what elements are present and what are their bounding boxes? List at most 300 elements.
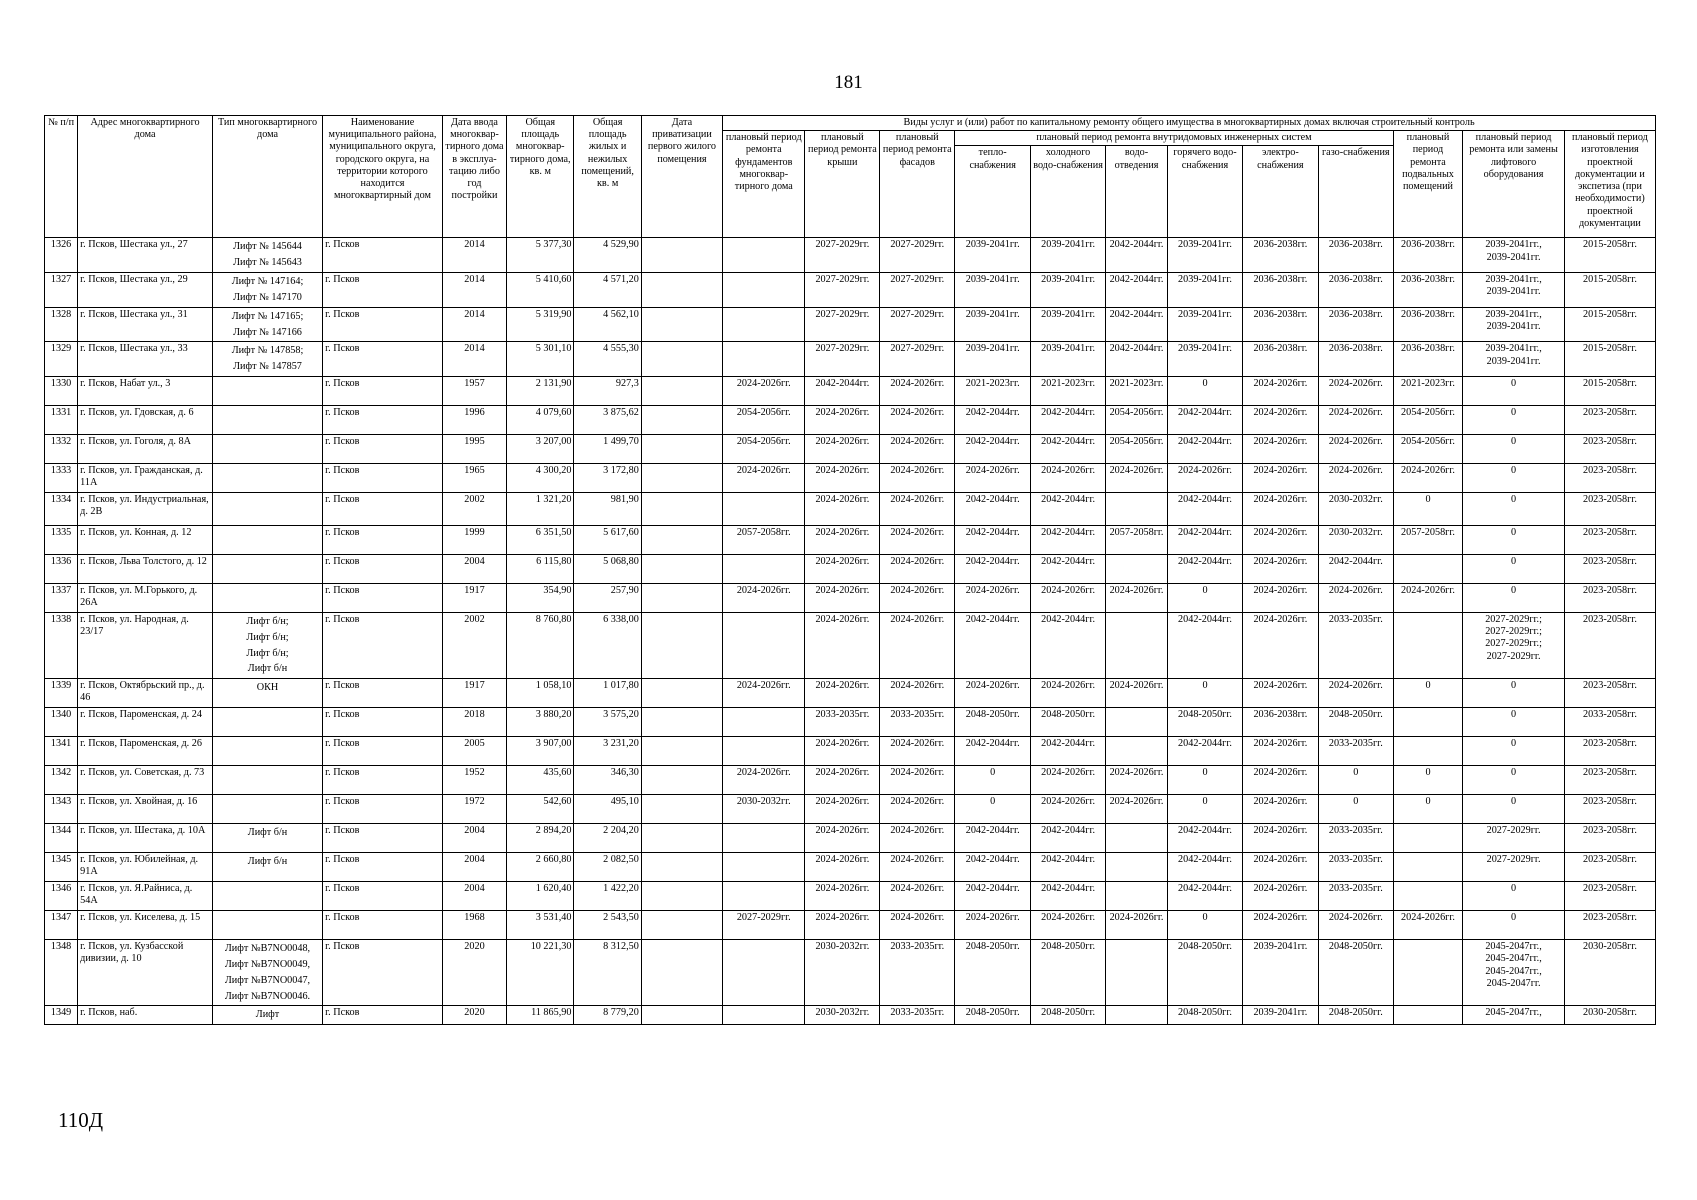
privatization-cell <box>641 376 722 405</box>
total-area-cell: 4 079,60 <box>507 405 574 434</box>
lift-period-entry: 0 <box>1511 555 1517 567</box>
total-area-cell: 8 760,80 <box>507 612 574 678</box>
lift-period-entry: 2039-2041гг., <box>1485 343 1542 355</box>
gas-cell: 2030-2032гг. <box>1318 525 1393 554</box>
lift-entry: Лифт <box>255 1009 280 1021</box>
lift-period-entry: 2045-2047гг., <box>1485 1007 1542 1019</box>
municipality-cell: г. Псков <box>323 853 443 882</box>
row-number: 1342 <box>45 766 78 795</box>
cold-water-cell: 2024-2026гг. <box>1031 463 1106 492</box>
roof-cell: 2024-2026гг. <box>805 853 880 882</box>
lift-cell <box>1463 405 1565 434</box>
foundation-cell <box>723 554 805 583</box>
living-area-cell: 3 172,80 <box>574 463 641 492</box>
table-row <box>45 307 1656 342</box>
lift-period-entry: 0 <box>1511 464 1517 476</box>
sewer-cell: 2021-2023гг. <box>1106 376 1168 405</box>
address-cell: г. Псков, ул. Советская, д. 73 <box>78 766 213 795</box>
year-cell: 2002 <box>442 612 506 678</box>
lift-period-entry: 0 <box>1511 493 1517 505</box>
address-cell: г. Псков, Шестака ул., 29 <box>78 273 213 308</box>
roof-cell: 2027-2029гг. <box>805 238 880 273</box>
foundation-cell <box>723 853 805 882</box>
house-type-cell <box>212 273 322 308</box>
hot-water-cell: 2048-2050гг. <box>1168 708 1243 737</box>
year-cell: 2002 <box>442 492 506 525</box>
house-type-cell <box>212 882 322 911</box>
row-number: 1329 <box>45 342 78 377</box>
row-number: 1349 <box>45 1006 78 1025</box>
privatization-cell <box>641 238 722 273</box>
electric-cell: 2036-2038гг. <box>1242 307 1318 342</box>
address-cell: г. Псков, ул. М.Горького, д. 26А <box>78 583 213 612</box>
municipality-cell: г. Псков <box>323 273 443 308</box>
gas-cell: 2033-2035гг. <box>1318 824 1393 853</box>
house-type-cell <box>212 434 322 463</box>
cold-water-cell: 2048-2050гг. <box>1031 1006 1106 1025</box>
hot-water-cell: 2024-2026гг. <box>1168 463 1243 492</box>
lift-period-entry: 2027-2029гг.; <box>1485 626 1542 638</box>
table-row <box>45 911 1656 940</box>
year-cell: 1995 <box>442 434 506 463</box>
heat-cell: 2042-2044гг. <box>955 824 1031 853</box>
row-number: 1328 <box>45 307 78 342</box>
roof-cell: 2027-2029гг. <box>805 342 880 377</box>
project-docs-cell: 2023-2058гг. <box>1564 554 1655 583</box>
electric-cell: 2024-2026гг. <box>1242 525 1318 554</box>
electric-cell: 2024-2026гг. <box>1242 795 1318 824</box>
project-docs-cell: 2015-2058гг. <box>1564 342 1655 377</box>
basement-cell <box>1393 940 1463 1006</box>
hot-water-cell: 2042-2044гг. <box>1168 554 1243 583</box>
lift-entry: ОКН <box>256 682 279 694</box>
heat-cell: 2042-2044гг. <box>955 434 1031 463</box>
gas-cell: 2036-2038гг. <box>1318 307 1393 342</box>
address-cell: г. Псков, Пароменская, д. 24 <box>78 708 213 737</box>
cold-water-cell: 2024-2026гг. <box>1031 911 1106 940</box>
hot-water-cell: 0 <box>1168 376 1243 405</box>
privatization-cell <box>641 463 722 492</box>
sewer-cell <box>1106 492 1168 525</box>
privatization-cell <box>641 766 722 795</box>
electric-cell: 2024-2026гг. <box>1242 612 1318 678</box>
total-area-cell: 6 351,50 <box>507 525 574 554</box>
table-row <box>45 583 1656 612</box>
living-area-cell: 981,90 <box>574 492 641 525</box>
house-type-cell <box>212 525 322 554</box>
basement-cell <box>1393 737 1463 766</box>
electric-cell: 2024-2026гг. <box>1242 434 1318 463</box>
privatization-cell <box>641 405 722 434</box>
heat-cell: 2042-2044гг. <box>955 492 1031 525</box>
cold-water-cell: 2042-2044гг. <box>1031 612 1106 678</box>
total-area-cell: 3 531,40 <box>507 911 574 940</box>
electric-cell: 2024-2026гг. <box>1242 376 1318 405</box>
living-area-cell: 3 875,62 <box>574 405 641 434</box>
project-docs-cell: 2023-2058гг. <box>1564 679 1655 708</box>
foundation-cell: 2024-2026гг. <box>723 376 805 405</box>
sewer-cell: 2024-2026гг. <box>1106 679 1168 708</box>
privatization-cell <box>641 737 722 766</box>
municipality-cell: г. Псков <box>323 463 443 492</box>
house-type-cell <box>212 554 322 583</box>
lift-entry: Лифт б/н; <box>246 615 289 627</box>
total-area-cell: 1 321,20 <box>507 492 574 525</box>
lift-cell <box>1463 766 1565 795</box>
house-type-cell <box>212 463 322 492</box>
hot-water-cell: 2039-2041гг. <box>1168 238 1243 273</box>
lift-period-entry: 2045-2047гг., <box>1485 965 1542 977</box>
project-docs-cell: 2023-2058гг. <box>1564 911 1655 940</box>
year-cell: 1965 <box>442 463 506 492</box>
facade-cell: 2024-2026гг. <box>880 434 955 463</box>
table-row <box>45 882 1656 911</box>
sewer-cell: 2057-2058гг. <box>1106 525 1168 554</box>
project-docs-cell: 2030-2058гг. <box>1564 940 1655 1006</box>
facade-cell: 2033-2035гг. <box>880 1006 955 1025</box>
facade-cell: 2024-2026гг. <box>880 853 955 882</box>
project-docs-cell: 2023-2058гг. <box>1564 434 1655 463</box>
lift-cell <box>1463 795 1565 824</box>
lift-entry: Лифт № 147165; <box>231 310 304 322</box>
facade-cell: 2024-2026гг. <box>880 525 955 554</box>
living-area-cell: 1 422,20 <box>574 882 641 911</box>
total-area-cell: 3 907,00 <box>507 737 574 766</box>
header-gas: газо-снабжения <box>1318 146 1393 238</box>
lift-period-entry: 2045-2047гг. <box>1486 977 1541 989</box>
living-area-cell: 2 204,20 <box>574 824 641 853</box>
header-foundation: плановый период ремонта фундаментов многоквар-тирного дома <box>723 131 805 238</box>
lift-entry: Лифт б/н; <box>246 647 289 659</box>
lift-entry: Лифт б/н <box>247 663 288 675</box>
lift-cell <box>1463 1006 1565 1025</box>
year-cell: 1957 <box>442 376 506 405</box>
table-row <box>45 273 1656 308</box>
municipality-cell: г. Псков <box>323 1006 443 1025</box>
roof-cell: 2024-2026гг. <box>805 766 880 795</box>
header-basement: плановый период ремонта подвальных помещений <box>1393 131 1463 238</box>
basement-cell <box>1393 612 1463 678</box>
lift-period-entry: 2039-2041гг. <box>1486 251 1541 263</box>
lift-cell <box>1463 554 1565 583</box>
electric-cell: 2024-2026гг. <box>1242 554 1318 583</box>
house-type-cell <box>212 238 322 273</box>
house-type-cell <box>212 679 322 708</box>
project-docs-cell: 2030-2058гг. <box>1564 1006 1655 1025</box>
hot-water-cell: 0 <box>1168 583 1243 612</box>
hot-water-cell: 2048-2050гг. <box>1168 940 1243 1006</box>
municipality-cell: г. Псков <box>323 525 443 554</box>
foundation-cell <box>723 708 805 737</box>
gas-cell: 2030-2032гг. <box>1318 492 1393 525</box>
project-docs-cell: 2023-2058гг. <box>1564 882 1655 911</box>
lift-cell <box>1463 882 1565 911</box>
privatization-cell <box>641 795 722 824</box>
lift-cell <box>1463 737 1565 766</box>
lift-entry: Лифт б/н <box>247 827 288 839</box>
total-area-cell: 5 301,10 <box>507 342 574 377</box>
basement-cell <box>1393 882 1463 911</box>
heat-cell: 2048-2050гг. <box>955 708 1031 737</box>
electric-cell: 2024-2026гг. <box>1242 679 1318 708</box>
privatization-cell <box>641 492 722 525</box>
year-cell: 2014 <box>442 273 506 308</box>
house-type-cell <box>212 940 322 1006</box>
header-sewer: водо-отведения <box>1106 146 1168 238</box>
lift-period-entry: 0 <box>1511 912 1517 924</box>
lift-entry: Лифт б/н <box>247 856 288 868</box>
table-row <box>45 824 1656 853</box>
municipality-cell: г. Псков <box>323 940 443 1006</box>
living-area-cell: 2 082,50 <box>574 853 641 882</box>
facade-cell: 2024-2026гг. <box>880 612 955 678</box>
basement-cell <box>1393 708 1463 737</box>
roof-cell: 2024-2026гг. <box>805 882 880 911</box>
privatization-cell <box>641 1006 722 1025</box>
roof-cell: 2027-2029гг. <box>805 307 880 342</box>
hot-water-cell: 2042-2044гг. <box>1168 853 1243 882</box>
privatization-cell <box>641 273 722 308</box>
gas-cell: 2024-2026гг. <box>1318 376 1393 405</box>
living-area-cell: 8 312,50 <box>574 940 641 1006</box>
heat-cell: 2048-2050гг. <box>955 940 1031 1006</box>
cold-water-cell: 2042-2044гг. <box>1031 434 1106 463</box>
foundation-cell <box>723 307 805 342</box>
gas-cell: 2033-2035гг. <box>1318 882 1393 911</box>
project-docs-cell: 2023-2058гг. <box>1564 463 1655 492</box>
basement-cell: 2024-2026гг. <box>1393 911 1463 940</box>
hot-water-cell: 2042-2044гг. <box>1168 612 1243 678</box>
header-address: Адрес многоквартирного дома <box>78 116 213 238</box>
foundation-cell <box>723 492 805 525</box>
row-number: 1326 <box>45 238 78 273</box>
lift-cell <box>1463 342 1565 377</box>
living-area-cell: 1 017,80 <box>574 679 641 708</box>
lift-entry: Лифт №B7NO0047, <box>224 974 311 986</box>
municipality-cell: г. Псков <box>323 554 443 583</box>
lift-entry: Лифт № 147858; <box>231 345 304 357</box>
roof-cell: 2024-2026гг. <box>805 525 880 554</box>
hot-water-cell: 0 <box>1168 679 1243 708</box>
year-cell: 2018 <box>442 708 506 737</box>
municipality-cell: г. Псков <box>323 583 443 612</box>
living-area-cell: 5 617,60 <box>574 525 641 554</box>
table-row <box>45 708 1656 737</box>
electric-cell: 2024-2026гг. <box>1242 737 1318 766</box>
row-number: 1341 <box>45 737 78 766</box>
basement-cell: 2036-2038гг. <box>1393 342 1463 377</box>
roof-cell: 2024-2026гг. <box>805 795 880 824</box>
table-row <box>45 679 1656 708</box>
sewer-cell: 2042-2044гг. <box>1106 238 1168 273</box>
table-row <box>45 405 1656 434</box>
living-area-cell: 2 543,50 <box>574 911 641 940</box>
foundation-cell <box>723 882 805 911</box>
gas-cell: 2024-2026гг. <box>1318 911 1393 940</box>
lift-entry: Лифт № 147164; <box>231 276 304 288</box>
facade-cell: 2024-2026гг. <box>880 882 955 911</box>
total-area-cell: 542,60 <box>507 795 574 824</box>
cold-water-cell: 2024-2026гг. <box>1031 795 1106 824</box>
lift-cell <box>1463 583 1565 612</box>
house-type-cell <box>212 766 322 795</box>
table-row <box>45 342 1656 377</box>
table-row <box>45 238 1656 273</box>
cold-water-cell: 2039-2041гг. <box>1031 238 1106 273</box>
foundation-cell <box>723 737 805 766</box>
row-number: 1344 <box>45 824 78 853</box>
total-area-cell: 2 660,80 <box>507 853 574 882</box>
lift-period-entry: 0 <box>1511 406 1517 418</box>
year-cell: 1972 <box>442 795 506 824</box>
roof-cell: 2024-2026гг. <box>805 492 880 525</box>
privatization-cell <box>641 342 722 377</box>
address-cell: г. Псков, ул. Хвойная, д. 16 <box>78 795 213 824</box>
living-area-cell: 346,30 <box>574 766 641 795</box>
sewer-cell <box>1106 853 1168 882</box>
sewer-cell: 2024-2026гг. <box>1106 583 1168 612</box>
living-area-cell: 257,90 <box>574 583 641 612</box>
row-number: 1346 <box>45 882 78 911</box>
basement-cell <box>1393 853 1463 882</box>
year-cell: 2004 <box>442 824 506 853</box>
total-area-cell: 3 880,20 <box>507 708 574 737</box>
project-docs-cell: 2023-2058гг. <box>1564 525 1655 554</box>
gas-cell: 2036-2038гг. <box>1318 342 1393 377</box>
foundation-cell: 2024-2026гг. <box>723 583 805 612</box>
sewer-cell <box>1106 940 1168 1006</box>
sewer-cell: 2054-2056гг. <box>1106 405 1168 434</box>
project-docs-cell: 2023-2058гг. <box>1564 795 1655 824</box>
cold-water-cell: 2039-2041гг. <box>1031 273 1106 308</box>
table-row <box>45 434 1656 463</box>
sewer-cell: 2024-2026гг. <box>1106 463 1168 492</box>
foundation-cell: 2030-2032гг. <box>723 795 805 824</box>
lift-cell <box>1463 463 1565 492</box>
year-cell: 2014 <box>442 307 506 342</box>
cold-water-cell: 2021-2023гг. <box>1031 376 1106 405</box>
sewer-cell <box>1106 824 1168 853</box>
row-number: 1338 <box>45 612 78 678</box>
cold-water-cell: 2039-2041гг. <box>1031 342 1106 377</box>
electric-cell: 2036-2038гг. <box>1242 273 1318 308</box>
house-type-cell <box>212 376 322 405</box>
privatization-cell <box>641 708 722 737</box>
total-area-cell: 1 058,10 <box>507 679 574 708</box>
heat-cell: 2039-2041гг. <box>955 273 1031 308</box>
address-cell: г. Псков, ул. Киселева, д. 15 <box>78 911 213 940</box>
header-date-commission: Дата ввода многоквар-тирного дома в эксплуа-тацию либо год постройки <box>442 116 506 238</box>
roof-cell: 2024-2026гг. <box>805 463 880 492</box>
sewer-cell: 2024-2026гг. <box>1106 766 1168 795</box>
address-cell: г. Псков, ул. Гоголя, д. 8А <box>78 434 213 463</box>
lift-cell <box>1463 612 1565 678</box>
cold-water-cell: 2042-2044гг. <box>1031 492 1106 525</box>
privatization-cell <box>641 940 722 1006</box>
lift-cell <box>1463 911 1565 940</box>
basement-cell: 0 <box>1393 795 1463 824</box>
gas-cell: 2042-2044гг. <box>1318 554 1393 583</box>
lift-period-entry: 0 <box>1511 435 1517 447</box>
cold-water-cell: 2048-2050гг. <box>1031 708 1106 737</box>
row-number: 1345 <box>45 853 78 882</box>
facade-cell: 2024-2026гг. <box>880 911 955 940</box>
roof-cell: 2024-2026гг. <box>805 612 880 678</box>
total-area-cell: 10 221,30 <box>507 940 574 1006</box>
facade-cell: 2024-2026гг. <box>880 679 955 708</box>
basement-cell: 0 <box>1393 492 1463 525</box>
row-number: 1337 <box>45 583 78 612</box>
facade-cell: 2027-2029гг. <box>880 342 955 377</box>
lift-period-entry: 0 <box>1511 526 1517 538</box>
living-area-cell: 4 562,10 <box>574 307 641 342</box>
page-number: 181 <box>834 72 863 93</box>
lift-entry: Лифт № 145644 <box>233 241 302 253</box>
foundation-cell: 2024-2026гг. <box>723 766 805 795</box>
lift-period-entry: 2045-2047гг., <box>1485 941 1542 953</box>
total-area-cell: 354,90 <box>507 583 574 612</box>
heat-cell: 0 <box>955 766 1031 795</box>
municipality-cell: г. Псков <box>323 612 443 678</box>
sewer-cell <box>1106 882 1168 911</box>
header-facade: плановый период ремонта фасадов <box>880 131 955 238</box>
basement-cell: 0 <box>1393 679 1463 708</box>
total-area-cell: 5 410,60 <box>507 273 574 308</box>
heat-cell: 2024-2026гг. <box>955 911 1031 940</box>
electric-cell: 2024-2026гг. <box>1242 882 1318 911</box>
project-docs-cell: 2015-2058гг. <box>1564 307 1655 342</box>
hot-water-cell: 2048-2050гг. <box>1168 1006 1243 1025</box>
electric-cell: 2039-2041гг. <box>1242 1006 1318 1025</box>
lift-cell <box>1463 853 1565 882</box>
address-cell: г. Псков, Пароменская, д. 26 <box>78 737 213 766</box>
basement-cell: 2054-2056гг. <box>1393 405 1463 434</box>
total-area-cell: 2 131,90 <box>507 376 574 405</box>
house-type-cell <box>212 737 322 766</box>
row-number: 1331 <box>45 405 78 434</box>
year-cell: 2020 <box>442 940 506 1006</box>
privatization-cell <box>641 824 722 853</box>
cold-water-cell: 2042-2044гг. <box>1031 882 1106 911</box>
table-body <box>45 238 1656 1025</box>
project-docs-cell: 2033-2058гг. <box>1564 708 1655 737</box>
facade-cell: 2024-2026гг. <box>880 737 955 766</box>
heat-cell: 2042-2044гг. <box>955 853 1031 882</box>
lift-period-entry: 0 <box>1511 883 1517 895</box>
gas-cell: 2033-2035гг. <box>1318 737 1393 766</box>
foundation-cell <box>723 1006 805 1025</box>
lift-cell <box>1463 708 1565 737</box>
table-row <box>45 525 1656 554</box>
cold-water-cell: 2024-2026гг. <box>1031 679 1106 708</box>
hot-water-cell: 2042-2044гг. <box>1168 405 1243 434</box>
header-heat: тепло-снабжения <box>955 146 1031 238</box>
roof-cell: 2024-2026гг. <box>805 911 880 940</box>
lift-period-entry: 2027-2029гг.; <box>1485 638 1542 650</box>
hot-water-cell: 2042-2044гг. <box>1168 824 1243 853</box>
gas-cell: 2036-2038гг. <box>1318 273 1393 308</box>
project-docs-cell: 2015-2058гг. <box>1564 238 1655 273</box>
facade-cell: 2024-2026гг. <box>880 492 955 525</box>
table-row <box>45 1006 1656 1025</box>
table-row <box>45 940 1656 1006</box>
lift-entry: Лифт № 147170 <box>233 291 302 303</box>
year-cell: 2014 <box>442 238 506 273</box>
hot-water-cell: 0 <box>1168 911 1243 940</box>
privatization-cell <box>641 853 722 882</box>
lift-entry: Лифт б/н; <box>246 631 289 643</box>
project-docs-cell: 2015-2058гг. <box>1564 376 1655 405</box>
